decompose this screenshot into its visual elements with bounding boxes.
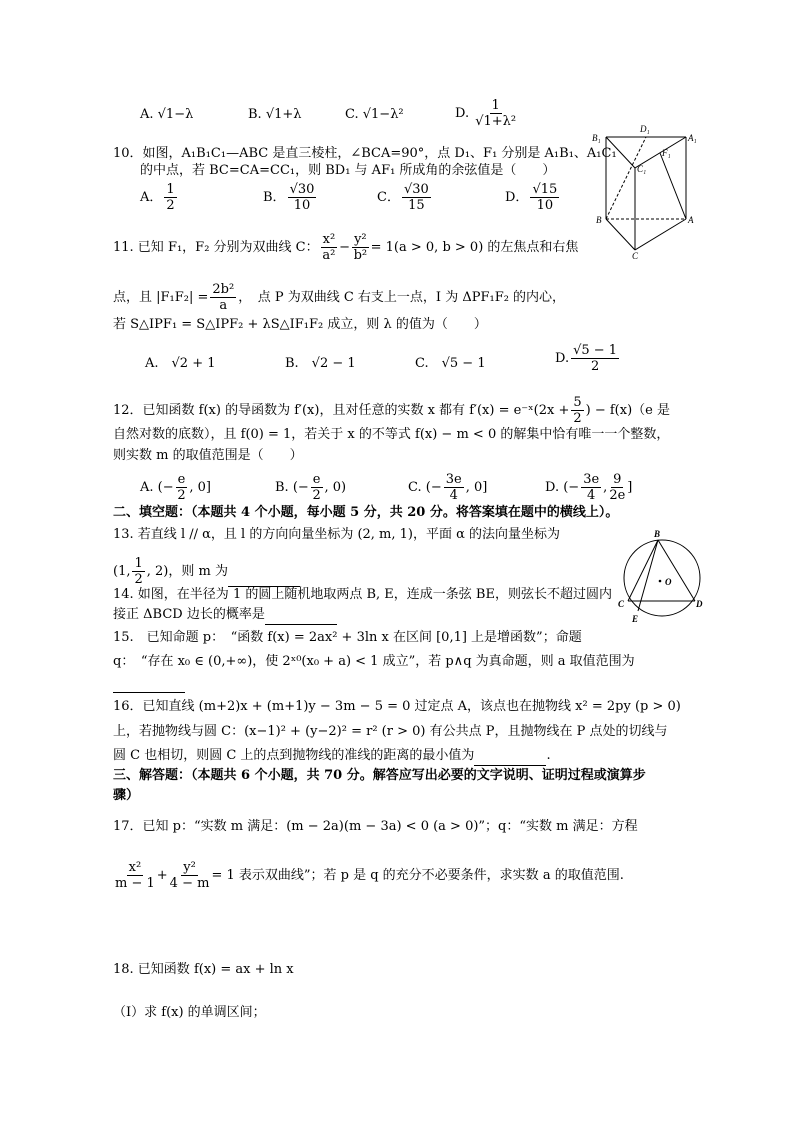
label-d1: D₁ [640, 124, 650, 134]
q11-frac-x [321, 232, 338, 263]
q14-l2-text: 接正 ΔBCD 边长的概率是 [113, 607, 265, 622]
center-point [659, 580, 662, 583]
q11-l2-a: 点，且 |F₁F₂| = [113, 290, 209, 305]
q12-d-b: ] [627, 480, 633, 495]
q10-b-fraction [288, 182, 317, 213]
label-b1: B₁ [592, 133, 601, 143]
q11-line1: 11. 已知 F₁，F₂ 分别为双曲线 C： $\frac{\text{x²}}{\text{a²}}$ − $\frac{\text{y²}}{\text{b²}}$ = 1(a > 0, b > 0) 的左焦点和右焦 [113, 232, 579, 263]
q9-d-fraction [475, 98, 516, 129]
edge-b1c1 [606, 137, 635, 168]
label-a: A [688, 215, 694, 225]
prism-figure [588, 122, 700, 260]
q12-d-mid: , [603, 480, 608, 495]
q12-option-c [408, 472, 487, 503]
q12-b-a: B. (− [275, 480, 309, 495]
q12-b-b: , 0) [324, 480, 347, 495]
q17-frac1 [115, 860, 155, 891]
q17-den2: 4 − m [169, 876, 210, 891]
q16-answer-blank[interactable] [474, 751, 546, 766]
q11-option-c: C. √5 − 1 [415, 356, 486, 371]
q12-l1-num: 5 [573, 395, 582, 410]
label-c1: C₁ [637, 164, 647, 174]
q11-den-b: b² [353, 248, 368, 263]
label-o: O [665, 577, 672, 587]
q9-d-label: D. [455, 106, 470, 121]
label-c: C [632, 251, 639, 260]
q9-d-num: 1 [491, 98, 500, 113]
q9-option-c: C. √1−λ² [345, 107, 404, 122]
q12-c-den: 4 [449, 488, 458, 503]
q12-option-b [275, 472, 346, 503]
q9-d-den: √1+λ² [475, 114, 517, 129]
q11-den-a: a² [322, 248, 336, 263]
q10-option-c [377, 182, 433, 213]
q12-line2: 自然对数的底数），且 f(0) = 1，若关于 x 的不等式 f(x) − m < 0 的解集中恰有唯一一个整数， [113, 427, 670, 442]
q14-line2 [113, 605, 337, 625]
q10-a-fraction [164, 182, 176, 213]
section3-heading: 三、解答题：（本题共 6 个小题，共 70 分。解答应写出必要的文字说明、证明过程或演算步 [113, 768, 646, 783]
section2-heading: 二、填空题：（本题共 4 个小题，每小题 5 分，共 20 分。将答案填在题中的横线上）。 [113, 505, 619, 520]
q12-d-fraction2 [609, 472, 625, 503]
q11-d-den: 2 [590, 359, 600, 374]
q16-line2: 上，若抛物线与圆 C：(x−1)² + (y−2)² = r² (r > 0) 有公共点 P，且抛物线在 P 点处的切线与 [113, 724, 668, 739]
label-b: B [596, 215, 602, 225]
q10-b-num: √30 [289, 182, 315, 197]
circle-figure [612, 528, 712, 628]
q12-frac-5-2 [571, 395, 583, 426]
q15-line2: q： “存在 x₀ ∈ (0,+∞)，使 2ˣ⁰(x₀ + a) < 1 成立”，若 p∧q 为真命题，则 a 取值范围为 [113, 654, 635, 669]
q13-line2 [113, 556, 300, 587]
q12-d-a: D. (− [545, 480, 580, 495]
circle [624, 540, 700, 616]
q18-line2: （Ⅰ）求 f(x) 的单调区间； [113, 1005, 266, 1020]
section3-heading-cont: 骤） [113, 788, 140, 803]
q17-den1: m − 1 [115, 876, 155, 891]
q11-line3: 若 S△IPF₁ = S△IPF₂ + λS△IF₁F₂ 成立，则 λ 的值为（ ） [113, 317, 487, 332]
q16-l3-text: 圆 C 也相切，则圆 C 上的点到抛物线的准线的距离的最小值为 [113, 748, 475, 763]
q10-line1: 10．如图，A₁B₁C₁—ABC 是直三棱柱，∠BCA=90°，点 D₁、F₁ 分别是 A₁B₁、A₁C₁ [113, 146, 617, 161]
q17-l2-b: = 1 表示双曲线”；若 p 是 q 的充分不必要条件，求实数 a 的取值范围. [211, 868, 624, 883]
label-d: D [696, 599, 703, 609]
q12-l1-den: 2 [573, 411, 582, 426]
q13-line1: 13. 若直线 l // α，且 l 的方向向量坐标为 (2, m, 1)，平面 α 的法向量坐标为 [113, 527, 561, 542]
q10-a-num: 1 [166, 182, 175, 197]
q10-d-fraction [530, 182, 559, 213]
edge-ac [635, 219, 686, 250]
q11-option-a: A. √2 + 1 [145, 356, 216, 371]
q12-c-b: , 0] [465, 480, 488, 495]
q10-a-label: A． [140, 190, 163, 205]
q12-l1-b: ) − f(x)（e 是 [585, 403, 670, 418]
label-c: C [618, 599, 625, 609]
q11-l2-b: ， 点 P 为双曲线 C 右支上一点，I 为 ΔPF₁F₂ 的内心， [238, 290, 566, 305]
q14-answer-blank[interactable] [265, 610, 337, 625]
q13-num: 1 [134, 556, 143, 571]
q17-line1: 17．已知 p：“实数 m 满足：(m − 2a)(m − 3a) < 0 (a > 0)”；q：“实数 m 满足：方程 [113, 819, 638, 834]
q17-line2 [113, 860, 624, 891]
q10-d-den: 10 [536, 198, 554, 213]
q11-line2 [113, 282, 565, 313]
q17-num1: x² [128, 860, 142, 875]
q11-l1-b: = 1(a > 0, b > 0) 的左焦点和右焦 [370, 240, 579, 255]
q10-c-label: C． [377, 190, 400, 205]
q12-a-fraction [176, 472, 188, 503]
side-bd [658, 540, 695, 601]
q11-option-d [555, 343, 621, 374]
q12-d-num2: 9 [613, 472, 622, 487]
q13-den: 2 [134, 572, 143, 587]
q13-frac [132, 556, 144, 587]
q11-frac-y [352, 232, 369, 263]
q11-frac-f1f2 [210, 282, 236, 313]
q17-frac2 [170, 860, 210, 891]
q15-answer-line[interactable] [113, 673, 185, 693]
q10-b-den: 10 [293, 198, 311, 213]
q12-b-fraction [311, 472, 323, 503]
q12-b-den: 2 [312, 488, 321, 503]
q9-option-b: B. √1+λ [248, 107, 302, 122]
edge-bc [606, 219, 635, 250]
q12-a-den: 2 [177, 488, 186, 503]
segment-bd1 [606, 137, 646, 219]
q12-d-den1: 4 [587, 488, 596, 503]
label-e: E [632, 614, 639, 624]
label-b: B [654, 529, 661, 539]
q12-d-den2: 2e [609, 488, 626, 503]
q10-d-num: √15 [532, 182, 558, 197]
q9-option-a: A. √1−λ [140, 107, 194, 122]
q12-option-d [545, 472, 632, 503]
q10-option-a [140, 182, 179, 213]
q13-l2-b: , 2)，则 m 为 [146, 564, 228, 579]
q10-c-den: 15 [408, 198, 425, 213]
q11-num-y: y² [354, 232, 367, 247]
q12-a-a: A. (− [140, 480, 174, 495]
q12-c-a: C. (− [408, 480, 442, 495]
q11-l2-num: 2b² [212, 282, 235, 297]
q16-line1: 16．已知直线 (m+2)x + (m+1)y − 3m − 5 = 0 过定点 A，该点也在抛物线 x² = 2py (p > 0) [113, 699, 681, 714]
q13-l2-a: (1, [113, 564, 131, 579]
q11-d-fraction [571, 343, 619, 374]
q11-d-num: √5 − 1 [573, 343, 618, 358]
q17-num2: y² [183, 860, 196, 875]
q11-d-label: D. [555, 351, 570, 366]
q12-a-b: , 0] [189, 480, 211, 495]
q12-option-a [140, 472, 211, 503]
q15-line1: 15. 已知命题 p： “函数 f(x) = 2ax² + 3ln x 在区间 [0,1] 上是增函数”；命题 [113, 630, 582, 645]
q12-line3: 则实数 m 的取值范围是（ ） [113, 448, 303, 463]
q15-answer-blank[interactable] [113, 678, 185, 693]
q16-line3: 圆 C 也相切，则圆 C 上的点到抛物线的准线的距离的最小值为 . [113, 746, 551, 766]
q12-line1 [113, 395, 670, 426]
q12-a-num: e [177, 472, 186, 487]
q17-plus: + [156, 868, 168, 883]
q11-l2-den: a [219, 298, 228, 313]
q10-c-fraction [402, 182, 431, 213]
q12-b-num: e [312, 472, 321, 487]
q11-num-x: x² [322, 232, 336, 247]
q14-line1: 14. 如图，在半径为 1 的圆上随机地取两点 B, E，连成一条弦 BE，则弦长不超过圆内 [113, 587, 612, 602]
q10-c-num: √30 [403, 182, 429, 197]
q12-c-fraction [444, 472, 464, 503]
q10-d-label: D． [505, 190, 529, 205]
q10-option-b [263, 182, 318, 213]
q12-c-num: 3e [445, 472, 462, 487]
q9-option-d [455, 98, 518, 129]
label-a1: A₁ [688, 133, 697, 143]
q10-line2: 的中点，若 BC=CA=CC₁，则 BD₁ 与 AF₁ 所成角的余弦值是（ ） [140, 163, 556, 178]
q10-b-label: B． [263, 190, 286, 205]
segment-af1 [660, 153, 686, 219]
q12-d-num1: 3e [583, 472, 600, 487]
q10-option-d [505, 182, 561, 213]
q18-line1: 18. 已知函数 f(x) = ax + ln x [113, 962, 294, 977]
q11-option-b: B. √2 − 1 [285, 356, 356, 371]
q11-l1-a: 11. 已知 F₁，F₂ 分别为双曲线 C： [113, 240, 319, 255]
q10-a-den: 2 [166, 198, 175, 213]
label-f1: F₁ [662, 148, 671, 158]
q12-d-fraction1 [581, 472, 601, 503]
q12-l1-a: 12．已知函数 f(x) 的导函数为 f′(x)，且对任意的实数 x 都有 f′(x) = e⁻ˣ(2x + [113, 403, 570, 418]
